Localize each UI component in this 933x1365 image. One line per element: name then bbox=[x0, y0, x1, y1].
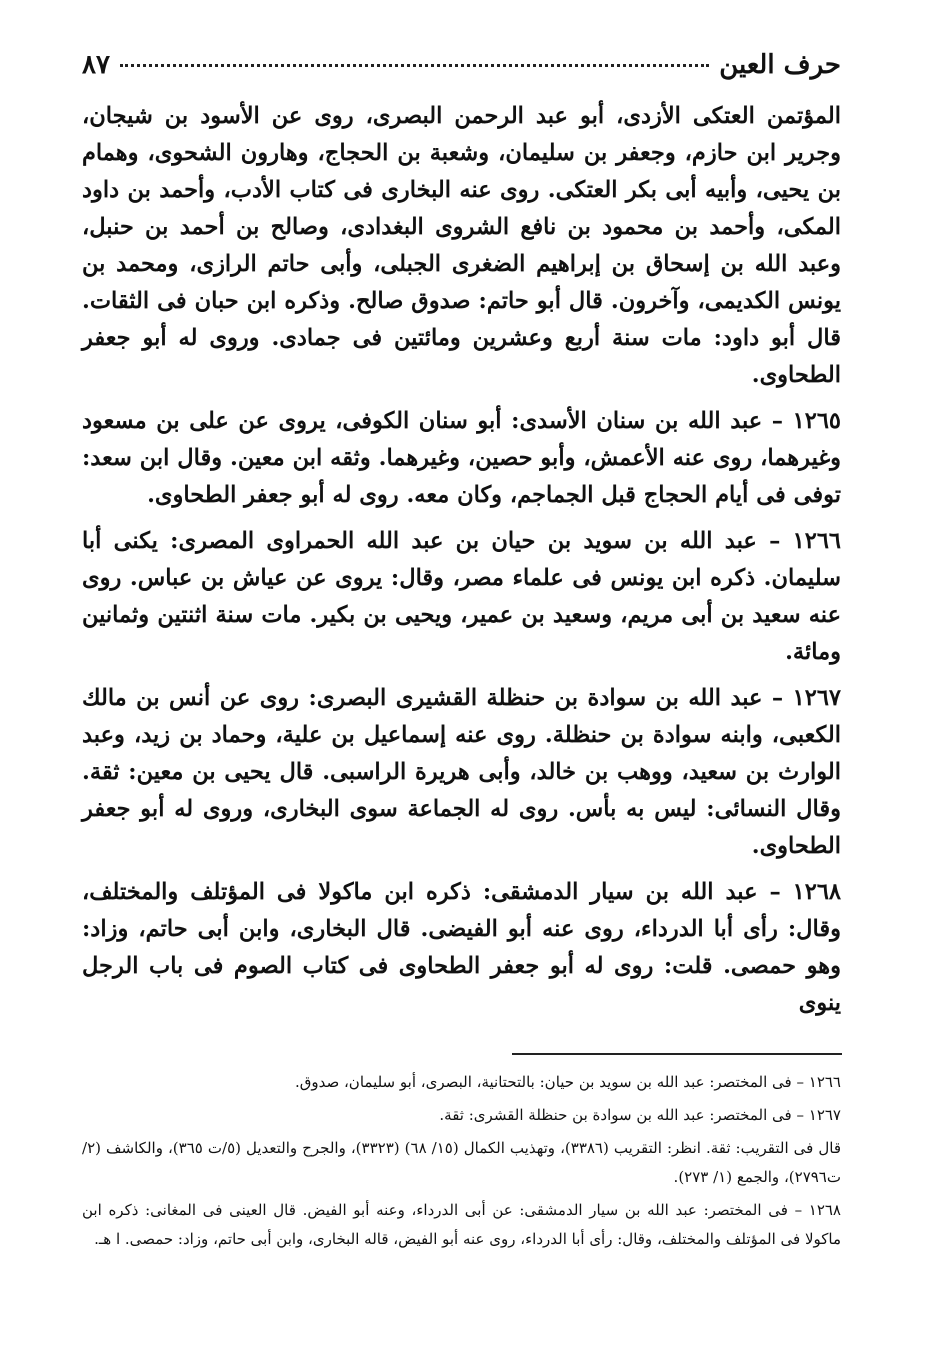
footnotes bbox=[82, 1068, 841, 1258]
footnote-1268: ١٢٦٨ – فى المختصر: عبد الله بن سيار الدمشقى: عن أبى الدرداء، وعنه أبو الفيض. قال العينى فى المغانى: ذكره ابن ماكولا فى المؤتلف والمختلف، وقال: رأى أبا الدرداء، روى عنه أبو الفيض، قاله البخارى، وابن أبى حاتم، وزاد: حمصى. ا هـ. bbox=[82, 1201, 841, 1248]
paragraph-continuation: المؤتمن العتكى الأزدى، أبو عبد الرحمن البصرى، روى عن الأسود بن شيجان، وجرير ابن حازم، وجعفر بن سليمان، وشعبة بن الحجاج، وهارون الشحوى، وهمام بن يحيى، وأبيه أبى بكر العتكى. روى عنه البخارى فى كتاب الأدب، وأحمد بن داود المكى، وأحمد بن محمود بن نافع الشروى البغدادى، وصالح بن أحمد بن حنبل، وعبد الله بن إسحاق بن إبراهيم الضغرى الجبلى، وأبى حاتم الرازى، ومحمد بن يونس الكديمى، وآخرون. قال أبو حاتم: صدوق صالح. وذكره ابن حبان فى الثقات. قال أبو داود: مات سنة أربع وعشرين ومائتين فى جمادى. وروى له أبو جعفر الطحاوى. bbox=[82, 103, 841, 388]
entry-1265: ١٢٦٥ – عبد الله بن سنان الأسدى: أبو سنان الكوفى، يروى عن على بن مسعود وغيرهما، روى عنه الأعمش، وأبو حصين، وغيرهما. وثقه ابن معين. وقال ابن سعد: توفى فى أيام الحجاج قبل الجماجم، وكان معه. روى له أبو جعفر الطحاوى. bbox=[82, 408, 841, 508]
entry-1268: ١٢٦٨ – عبد الله بن سيار الدمشقى: ذكره ابن ماكولا فى المؤتلف والمختلف، وقال: رأى أبا الدرداء، روى عنه أبو الفيضى. قال البخارى، وابن أبى حاتم، وزاد: وهو حمصى. قلت: روى له أبو جعفر الطحاوى فى كتاب الصوم فى باب الرجل ينوى bbox=[82, 879, 841, 1016]
chapter-title: حرف العين bbox=[719, 50, 841, 80]
entry-1266: ١٢٦٦ – عبد الله بن سويد بن حيان بن عبد الله الحمراوى المصرى: يكنى أبا سليمان. ذكره ابن يونس فى علماء مصر، وقال: يروى عن عياش بن عباس. روى عنه سعيد بن أبى مريم، وسعيد بن عمير، ويحيى بن بكير. مات سنة اثنتين وثمانين ومائة. bbox=[82, 528, 841, 665]
page-number: ٨٧ bbox=[82, 50, 110, 80]
main-text bbox=[82, 98, 841, 1022]
footnote-1267-taqrib: قال فى التقريب: ثقة. انظر: التقريب (٣٣٨٦)، وتهذيب الكمال (١٥/ ٦٨) (٣٣٢٣)، والجرح والتعديل (٥/ت ٣٦٥)، والكاشف (٢/ت٢٧٩٦)، والجمع (١/ ٢٧٣). bbox=[82, 1139, 842, 1186]
footnote-1267: ١٢٦٧ – فى المختصر: عبد الله بن سوادة بن حنظلة القشرى: ثقة. bbox=[439, 1106, 841, 1124]
entry-1267: ١٢٦٧ – عبد الله بن سوادة بن حنظلة القشيرى البصرى: روى عن أنس بن مالك الكعبى، وابنه سوادة بن حنظلة. روى عنه إسماعيل بن علية، وحماد بن زيد، وعبد الوارث بن سعيد، ووهب بن خالد، وأبى هريرة الراسبى. قال يحيى بن معين: ثقة. وقال النسائى: ليس به بأس. روى له الجماعة سوى البخارى، وروى له أبو جعفر الطحاوى. bbox=[82, 685, 841, 859]
header-leader-dots bbox=[120, 64, 709, 67]
footnote-1266: ١٢٦٦ – فى المختصر: عبد الله بن سويد بن حيان: بالتحتانية، البصرى، أبو سليمان، صدوق. bbox=[294, 1073, 841, 1091]
footnote-separator bbox=[512, 1053, 842, 1055]
running-header bbox=[82, 50, 841, 96]
